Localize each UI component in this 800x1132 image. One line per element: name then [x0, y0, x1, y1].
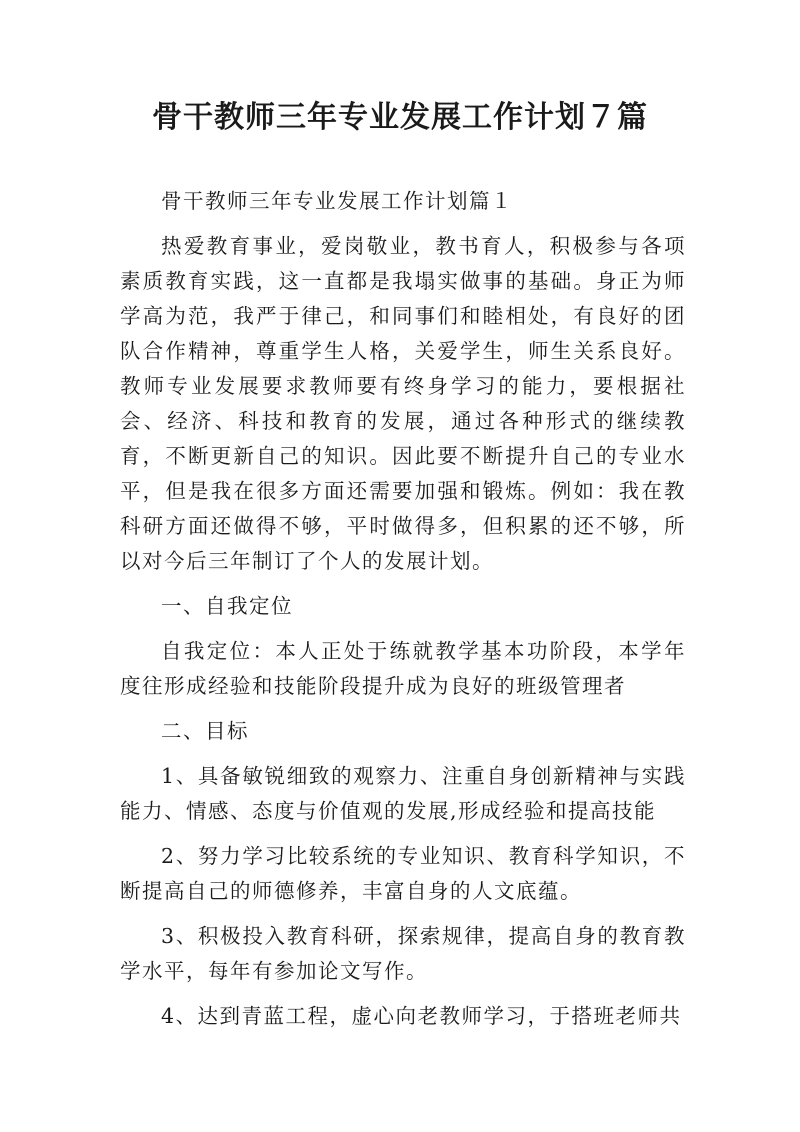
document-title: 骨干教师三年专业发展工作计划７篇	[152, 100, 648, 135]
document-body	[120, 184, 686, 1044]
goal-item-3: 3、积极投入教育科研，探索规律，提高自身的教育教学水平，每年有参加论文写作。	[120, 924, 686, 983]
goal-item-2: 2、努力学习比较系统的专业知识、教育科学知识，不断提高自己的师德修养，丰富自身的人文底蕴。	[120, 844, 686, 903]
section-heading-self-positioning: 一、自我定位	[161, 594, 293, 618]
paragraph-self-positioning: 自我定位：本人正处于练就教学基本功阶段，本学年度往形成经验和技能阶段提升成为良好的班级管理者	[120, 639, 686, 698]
section-heading-goals: 二、目标	[161, 719, 249, 743]
goal-item-4: 4、达到青蓝工程，虚心向老教师学习，于搭班老师共	[161, 1004, 682, 1028]
goal-item-1: 1、具备敏锐细致的观察力、注重自身创新精神与实践能力、情感、态度与价值观的发展,形成经验和提高技能	[120, 764, 686, 823]
paragraph-intro: 热爱教育事业，爱岗敬业，教书育人，积极参与各项素质教育实践，这一直都是我塌实做事的基础。身正为师学高为范，我严于律己，和同事们和睦相处，有良好的团队合作精神，尊重学生人格，关爱学生，师生关系良好。教师专业发展要求教师要有终身学习的能力，要根据社会、经济、科技和教育的发展，通过各种形式的继续教育，不断更新自己的知识。因此要不断提升自己的专业水平，但是我在很多方面还需要加强和锻炼。例如：我在教科研方面还做得不够，平时做得多，但积累的还不够，所以对今后三年制订了个人的发展计划。	[120, 234, 686, 573]
section-heading: 骨干教师三年专业发展工作计划篇１	[161, 189, 513, 213]
